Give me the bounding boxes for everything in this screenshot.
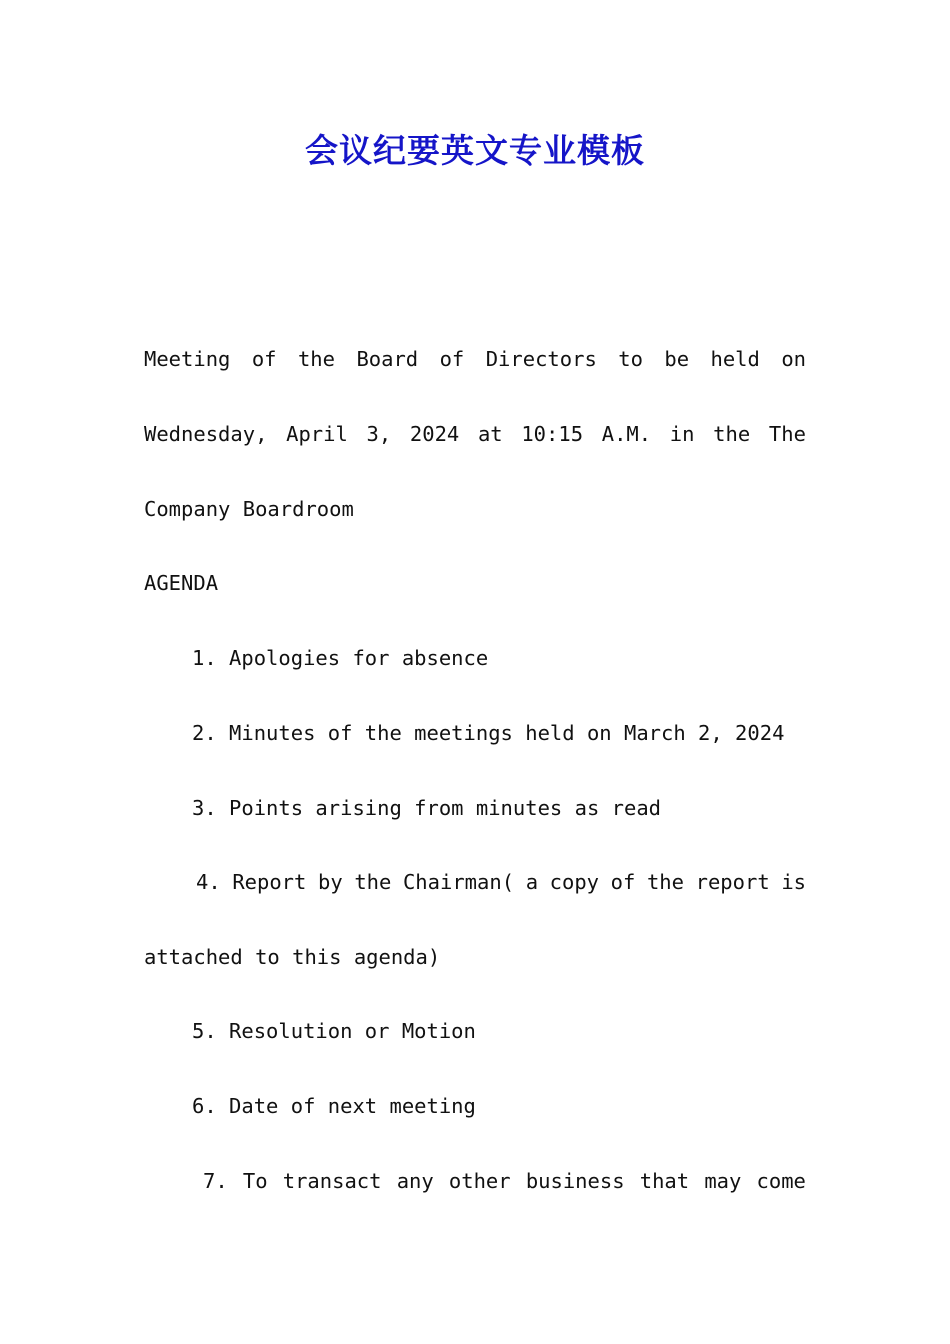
word: the [713,422,751,446]
word: Board [356,347,419,371]
word: 10:15 [521,422,584,446]
word: to [618,347,643,371]
word: Meeting [144,347,231,371]
word: transact [282,1169,382,1193]
agenda-item-1: 1. Apologies for absence [192,646,489,670]
word: report [695,870,770,894]
word: Directors [485,347,597,371]
word: To [242,1169,268,1193]
word: the [354,870,392,894]
agenda-item-5: 5. Resolution or Motion [192,1019,476,1043]
word: the [646,870,684,894]
word: that [639,1169,690,1193]
word: the [297,347,335,371]
agenda-item-6: 6. Date of next meeting [192,1094,476,1118]
agenda-item-7-line-1 [203,1167,806,1195]
intro-line-2 [144,420,806,448]
word: any [396,1169,434,1193]
word: 3, [366,422,392,446]
word: is [781,870,806,894]
intro-line-1 [144,345,806,373]
agenda-item-3: 3. Points arising from minutes as read [192,796,661,820]
word: of [610,870,636,894]
agenda-item-4-line-2: attached to this agenda) [144,945,441,969]
agenda-item-4-line-1 [196,868,806,896]
document-title: 会议纪要英文专业模板 [305,131,645,170]
agenda-heading: AGENDA [144,571,219,595]
word: business [525,1169,625,1193]
word: The [768,422,806,446]
word: at [477,422,503,446]
word: 7. [203,1169,228,1193]
intro-line-3: Company Boardroom [144,497,354,521]
word: April [286,422,348,446]
word: be [664,347,690,371]
word: of [439,347,465,371]
word: 2024 [409,422,460,446]
word: other [448,1169,511,1193]
word: Wednesday, [144,422,268,446]
word: copy [549,870,600,894]
word: may [704,1169,742,1193]
word: Chairman( [402,870,515,894]
word: held [710,347,760,371]
word: Report [232,870,307,894]
word: 4. [196,870,221,894]
word: A.M. [601,422,652,446]
word: of [251,347,277,371]
word: come [756,1169,806,1193]
word: on [781,347,806,371]
word: by [318,870,343,894]
word: in [669,422,695,446]
agenda-item-2: 2. Minutes of the meetings held on March 2, 2024 [192,721,785,745]
word: a [525,870,539,894]
